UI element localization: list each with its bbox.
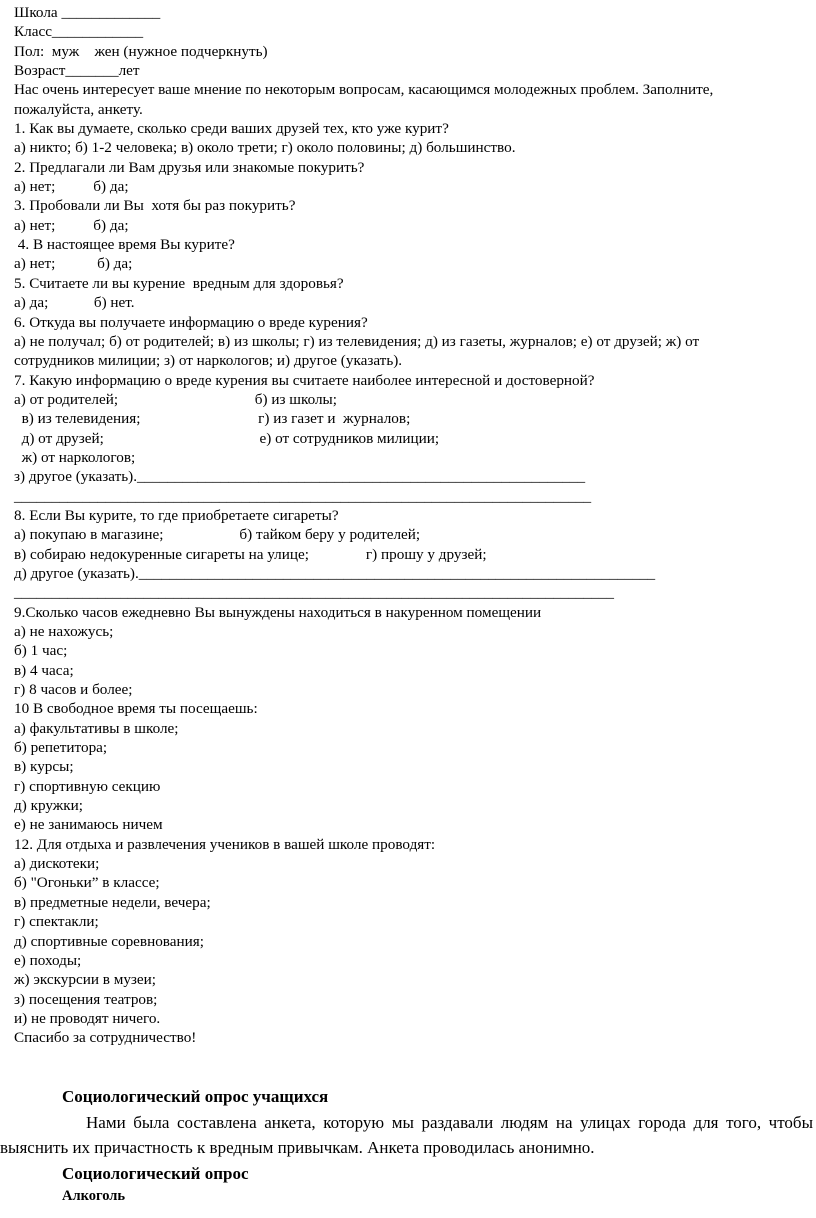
form-line: Пол: муж жен (нужное подчеркнуть) [14, 42, 268, 60]
form-line: д) другое (указать).____________________________________________________________________ [14, 564, 656, 582]
form-line: ____________________________________________________________________________ [14, 487, 592, 505]
section-paragraph: Нами была составлена анкета, которую мы раздавали людям на улицах города для того, чтобы выяснить их причастность к вредным привычкам. Анкета проводилась анонимно. [0, 1113, 813, 1157]
form-line: а) не получал; б) от родителей; в) из школы; г) из телевидения; д) из газеты, журналов; е) от друзей; ж) от [14, 332, 700, 350]
form-line: а) от родителей; б) из школы; [14, 390, 337, 408]
form-line: в) из телевидения; г) из газет и журналов; [14, 410, 411, 428]
form-line: 12. Для отдыха и развлечения учеников в вашей школе проводят: [14, 835, 436, 853]
form-line: г) спектакли; [14, 913, 99, 931]
form-line: б) "Огоньки” в классе; [14, 874, 160, 892]
form-line: а) нет; б) да; [14, 255, 133, 273]
form-line: _______________________________________________________________________________ [14, 584, 614, 602]
form-line: 10 В свободное время ты посещаешь: [14, 700, 258, 718]
form-line: а) да; б) нет. [14, 294, 135, 312]
form-line: г) спортивную секцию [14, 777, 161, 795]
form-line: з) другое (указать).___________________________________________________________ [14, 468, 586, 486]
form-line: е) не занимаюсь ничем [14, 816, 163, 834]
form-line: 5. Считаете ли вы курение вредным для здоровья? [14, 274, 344, 292]
subsection-alcohol: Алкоголь [62, 1188, 126, 1204]
form-line: а) нет; б) да; [14, 216, 129, 234]
form-line: г) 8 часов и более; [14, 681, 133, 699]
form-line: Спасибо за сотрудничество! [14, 1029, 197, 1047]
form-line: е) походы; [14, 951, 82, 969]
form-line: 9.Сколько часов ежедневно Вы вынуждены находиться в накуренном помещении [14, 603, 542, 621]
form-line: Возраст_______лет [14, 62, 140, 80]
form-line: 1. Как вы думаете, сколько среди ваших друзей тех, кто уже курит? [14, 120, 449, 138]
form-line: и) не проводят ничего. [14, 1009, 161, 1027]
form-line: 8. Если Вы курите, то где приобретаете сигареты? [14, 506, 339, 524]
form-line: 4. В настоящее время Вы курите? [14, 236, 235, 254]
form-line: а) покупаю в магазине; б) тайком беру у родителей; [14, 526, 421, 544]
form-line: д) от друзей; е) от сотрудников милиции; [14, 429, 440, 447]
survey-section [0, 1086, 816, 1205]
form-line: в) предметные недели, вечера; [14, 893, 211, 911]
form-line: Нас очень интересует ваше мнение по некоторым вопросам, касающимся молодежных проблем. Заполните, [14, 81, 714, 99]
form-line: 7. Какую информацию о вреде курения вы считаете наиболее интересной и достоверной? [14, 371, 595, 389]
form-line: а) факультативы в школе; [14, 719, 179, 737]
form-line: а) дискотеки; [14, 855, 100, 873]
section-heading: Социологический опрос учащихся [62, 1087, 329, 1106]
form-line: а) не нахожусь; [14, 623, 114, 640]
form-line: Школа _____________ [14, 4, 161, 21]
form-line: б) репетитора; [14, 739, 108, 757]
subsection-heading: Социологический опрос [62, 1164, 249, 1183]
form-line: сотрудников милиции; з) от наркологов; и) другое (указать). [14, 352, 403, 370]
form-line: в) собираю недокуренные сигареты на улице; г) прошу у друзей; [14, 545, 487, 563]
form-line: 6. Откуда вы получаете информацию о вреде курения? [14, 313, 368, 331]
form-line: а) никто; б) 1-2 человека; в) около трети; г) около половины; д) большинство. [14, 139, 516, 157]
form-line: Класс____________ [14, 23, 144, 41]
form-line: пожалуйста, анкету. [14, 100, 143, 118]
form-line: 3. Пробовали ли Вы хотя бы раз покурить? [14, 197, 296, 215]
form-line: б) 1 час; [14, 642, 68, 660]
form-line: д) спортивные соревнования; [14, 932, 204, 950]
form-line: ж) от наркологов; [14, 448, 136, 466]
form-line: а) нет; б) да; [14, 178, 129, 196]
form-line: ж) экскурсии в музеи; [14, 971, 157, 989]
form-line: в) курсы; [14, 758, 74, 776]
questionnaire [14, 3, 809, 1048]
form-line: з) посещения театров; [14, 990, 158, 1008]
form-line: в) 4 часа; [14, 661, 74, 679]
form-line: 2. Предлагали ли Вам друзья или знакомые покурить? [14, 158, 365, 176]
form-line: д) кружки; [14, 797, 83, 815]
